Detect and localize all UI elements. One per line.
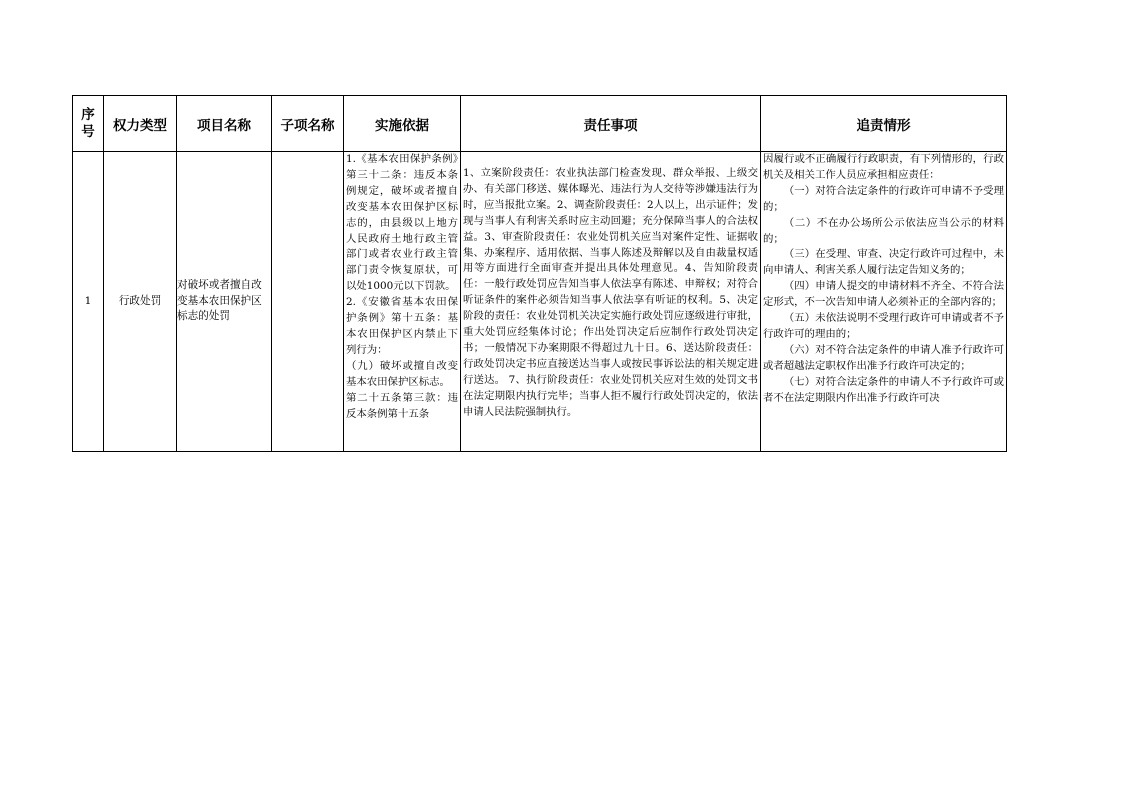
- header-row: [73, 96, 1007, 152]
- responsibility-table: [72, 95, 1007, 452]
- responsibility-text: 1、立案阶段责任：农业执法部门检查发现、群众举报、上级交办、有关部门移送、媒体曝光、违法行为人交待等涉嫌违法行为时，应当报批立案。2、调查阶段责任：2人以上，出示证件；发现与当事人有利害关系时应主动回避；充分保障当事人的合法权益。3、审查阶段责任：农业处罚机关应当对案件定性、证据收集、办案程序、适用依据、当事人陈述及辩解以及自由裁量权适用等方面进行全面审查并提出具体处理意见。4、告知阶段责任：一般行政处罚应告知当事人依法享有陈述、申辩权；对符合听证条件的案件必须告知当事人依法享有听证的权利。5、决定阶段的责任：农业处罚机关决定实施行政处罚应逐级进行审批，重大处罚应经集体讨论；作出处罚决定后应制作行政处罚决定书；一般情况下办案期限不得超过九十日。6、送达阶段责任：行政处罚决定书应直接送达当事人或按民事诉讼法的相关规定进行送达。 7、执行阶段责任：农业处罚机关应对生效的处罚文书在法定期限内执行完毕；当事人拒不履行行政处罚决定的，依法申请人民法院强制执行。: [463, 167, 758, 418]
- header-responsibility: 责任事项: [461, 96, 761, 152]
- header-power-type: 权力类型: [104, 96, 177, 152]
- accountability-item-2: （二）不在办公场所公示依法应当公示的材料的；: [763, 216, 1004, 245]
- row-item-name: 对破坏或者擅自改变基本农田保护区标志的处罚: [177, 152, 272, 452]
- header-seq-label: 序号: [81, 106, 95, 140]
- header-accountability: 追责情形: [761, 96, 1007, 152]
- header-sub-item: 子项名称: [272, 96, 344, 152]
- accountability-item-5: （五）未依法说明不受理行政许可申请或者不予行政许可的理由的；: [763, 312, 1004, 340]
- accountability-item-3: （三）在受理、审查、决定行政许可过程中，未向申请人、利害关系人履行法定告知义务的；: [763, 248, 1004, 277]
- row-accountability-cell: [761, 152, 1007, 452]
- row-sub-item: [272, 152, 344, 452]
- accountability-item-7: （七）对符合法定条件的申请人不予行政许可或者不在法定期限内作出准予行政许可决: [763, 375, 1004, 404]
- basis-para-1: 1.《基本农田保护条例》第三十二条：违反本条例规定，破坏或者擅自改变基本农田保护区标志的，由县级以上地方人民政府土地行政主管部门或者农业行政主管部门责令恢复原状，可以处1000元以下罚款。: [346, 153, 458, 293]
- basis-text: [344, 152, 460, 449]
- basis-para-2: 2.《安徽省基本农田保护条例》第十五条：基本农田保护区内禁止下列行为：: [346, 296, 458, 356]
- accountability-intro: 因履行或不正确履行行政职责，有下列情形的，行政机关及相关工作人员应承担相应责任：: [763, 153, 1004, 181]
- accountability-item-6: （六）对不符合法定条件的申请人准予行政许可或者超越法定职权作出准予行政许可决定的；: [763, 343, 1004, 372]
- row-seq: 1: [73, 152, 104, 452]
- accountability-item-4: （四）申请人提交的申请材料不齐全、不符合法定形式，不一次告知申请人必须补正的全部内容的；: [763, 280, 1004, 309]
- basis-para-3: （九）破坏或擅自改变基本农田保护区标志。: [346, 359, 458, 388]
- table-row: [73, 152, 1007, 452]
- row-responsibility-cell: [461, 152, 761, 452]
- header-seq: [73, 96, 104, 152]
- row-power-type: 行政处罚: [104, 152, 177, 452]
- accountability-text: [761, 152, 1006, 449]
- accountability-item-1: （一）对符合法定条件的行政许可申请不予受理的；: [763, 184, 1004, 213]
- header-basis: 实施依据: [344, 96, 461, 152]
- row-basis-cell: [344, 152, 461, 452]
- basis-para-4: 第二十五条第三款：违反本条例第十五条: [346, 391, 458, 420]
- header-item-name: 项目名称: [177, 96, 272, 152]
